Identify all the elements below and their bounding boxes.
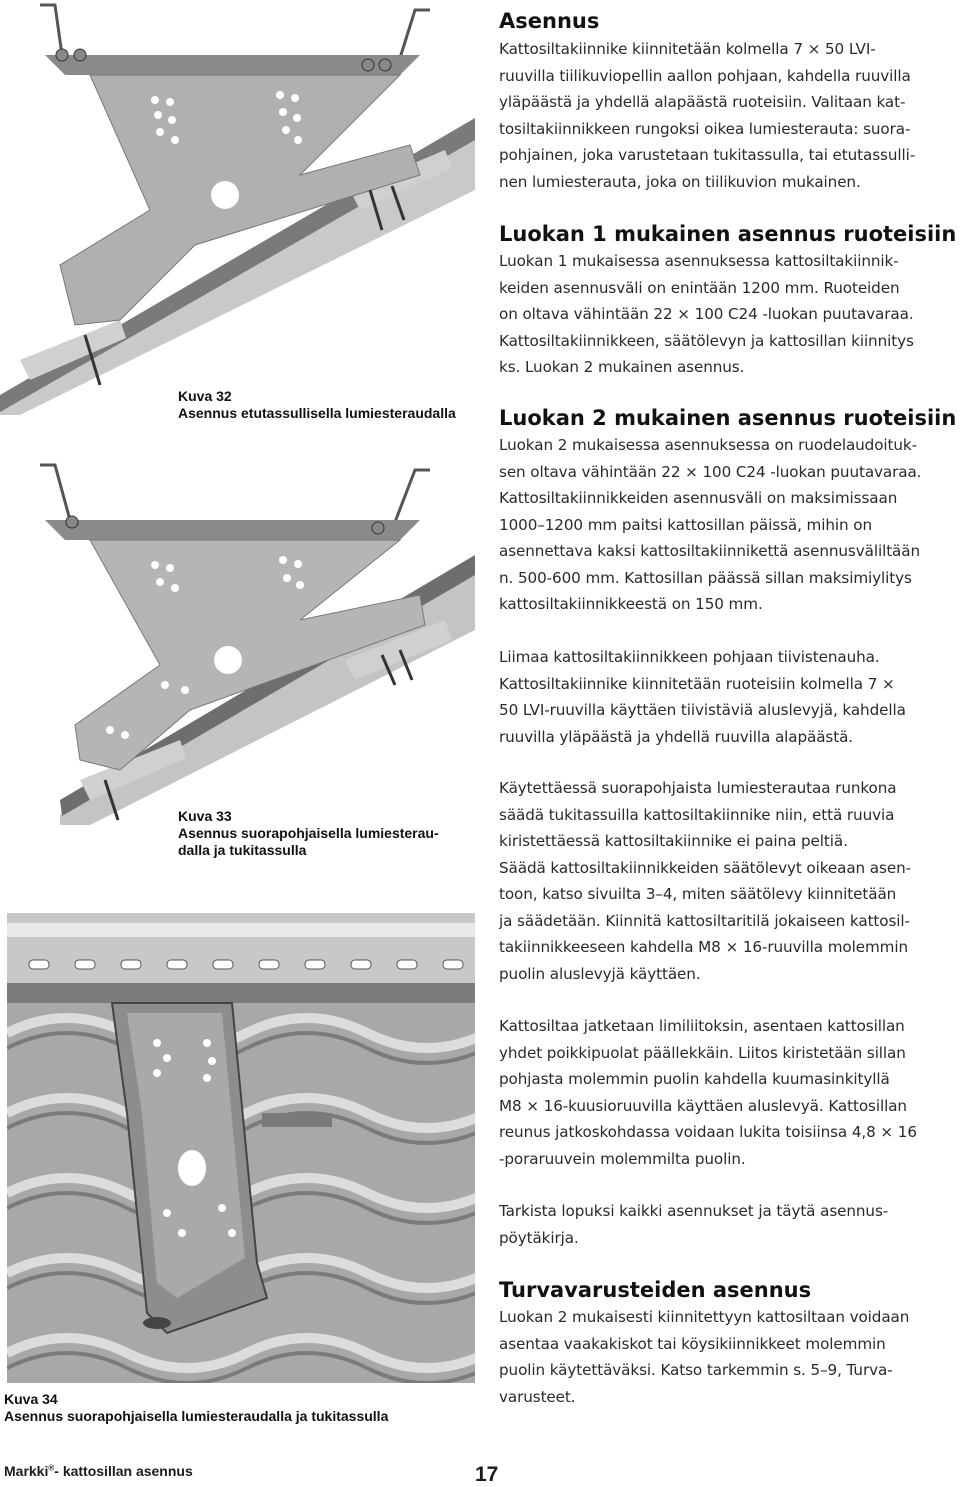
text-line: 1000–1200 mm paitsi kattosillan päissä, mihin on bbox=[499, 515, 872, 534]
text-line: n. 500-600 mm. Kattosillan päässä sillan maksimiylitys bbox=[499, 568, 912, 587]
paragraph-asennus bbox=[499, 36, 915, 195]
text-line: Kattosiltakiinnike kiinnitetään kolmella 7 × 50 LVI- bbox=[499, 40, 876, 58]
figure-33-illustration bbox=[0, 460, 475, 825]
text-line: Luokan 1 mukaisessa asennuksessa kattosiltakiinnik- bbox=[499, 252, 899, 270]
text-line: reunus jatkoskohdassa voidaan lukita toisiinsa 4,8 × 16 bbox=[499, 1123, 917, 1141]
text-line: ruuvilla yläpäästä ja yhdellä ruuvilla alapäästä. bbox=[499, 727, 854, 746]
text-line: pohjasta molemmin puolin kahdella kuumasinkityllä bbox=[499, 1070, 890, 1088]
figure-32-caption bbox=[178, 388, 456, 422]
text-line: yläpäästä ja yhdellä alapäästä ruoteisiin. Valitaan kat- bbox=[499, 93, 906, 111]
text-line: -poraruuvein molemmilta puolin. bbox=[499, 1149, 746, 1168]
text-line: toon, katso sivuilta 3–4, miten säätölevy kiinnitetään bbox=[499, 885, 897, 903]
heading-luokka-2: Luokan 2 mukainen asennus ruoteisiin bbox=[499, 406, 957, 430]
text-line: Tarkista lopuksi kaikki asennukset ja täytä asennus- bbox=[499, 1202, 889, 1220]
figure-33-title-line-2: dalla ja tukitassulla bbox=[178, 842, 307, 858]
footer-title bbox=[4, 1463, 193, 1479]
figure-32-illustration bbox=[0, 0, 475, 415]
text-line: säädä tukitassuilla kattosiltakiinnike niin, että ruuvia bbox=[499, 805, 895, 824]
text-line: Liimaa kattosiltakiinnikkeen pohjaan tiivistenauha. bbox=[499, 648, 880, 666]
text-line: takiinnikkeeseen kahdella M8 × 16-ruuvilla molemmin bbox=[499, 938, 908, 956]
text-line: 50 LVI-ruuvilla käyttäen tiivistäviä aluslevyjä, kahdella bbox=[499, 701, 906, 719]
figure-34-illustration bbox=[7, 913, 475, 1383]
text-line: M8 × 16-kuusioruuvilla käyttäen aluslevyä. Kattosillan bbox=[499, 1096, 907, 1115]
paragraph-liimaa bbox=[499, 644, 906, 750]
text-line: on oltava vähintään 22 × 100 C24 -luokan puutavaraa. bbox=[499, 305, 914, 323]
paragraph-jatketaan bbox=[499, 1013, 917, 1172]
paragraph-luokka-1 bbox=[499, 248, 914, 381]
paragraph-turvavarusteet bbox=[499, 1304, 909, 1410]
text-line: kiristettäessä kattosiltakiinnike ei paina peltiä. bbox=[499, 832, 848, 850]
text-line: Luokan 2 mukaisessa asennuksessa on ruodelaudoituk- bbox=[499, 436, 917, 454]
text-line: pöytäkirja. bbox=[499, 1228, 579, 1247]
text-line: asentaa vaakakiskot tai köysikiinnikkeet molemmin bbox=[499, 1334, 886, 1353]
text-line: sen oltava vähintään 22 × 100 C24 -luokan puutavaraa. bbox=[499, 462, 922, 481]
text-line: puolin käytettäväksi. Katso tarkemmin s. 5–9, Turva- bbox=[499, 1361, 893, 1379]
text-line: ks. Luokan 2 mukainen asennus. bbox=[499, 358, 745, 376]
text-line: Käytettäessä suorapohjaista lumiesterautaa runkona bbox=[499, 779, 897, 797]
figure-34-number: Kuva 34 bbox=[4, 1391, 58, 1407]
text-line: tosiltakiinnikkeen rungoksi oikea lumiesterauta: suora- bbox=[499, 119, 911, 138]
text-line: Kattosiltaa jatketaan limiliitoksin, asentaen kattosillan bbox=[499, 1017, 905, 1035]
text-line: Säädä kattosiltakiinnikkeiden säätölevyt oikeaan asen- bbox=[499, 858, 911, 877]
text-line: kattosiltakiinnikkeestä on 150 mm. bbox=[499, 595, 763, 613]
text-line: keiden asennusväli on enintään 1200 mm. Ruoteiden bbox=[499, 278, 900, 297]
registered-mark: ® bbox=[48, 1463, 55, 1473]
heading-asennus: Asennus bbox=[499, 9, 600, 33]
figure-33-number: Kuva 33 bbox=[178, 808, 232, 824]
heading-turvavarusteet: Turvavarusteiden asennus bbox=[499, 1278, 812, 1302]
page-number: 17 bbox=[475, 1463, 499, 1486]
paragraph-kaytettaessa bbox=[499, 775, 911, 987]
heading-luokka-1: Luokan 1 mukainen asennus ruoteisiin bbox=[499, 222, 957, 246]
text-line: Kattosiltakiinnike kiinnitetään ruoteisiin kolmella 7 × bbox=[499, 674, 895, 693]
figure-33-title-line-1: Asennus suorapohjaisella lumiesterau- bbox=[178, 825, 439, 841]
text-line: ja säädetään. Kiinnitä kattosiltaritilä jokaiseen kattosil- bbox=[499, 911, 910, 930]
text-line: puolin aluslevyjä käyttäen. bbox=[499, 964, 701, 983]
text-line: varusteet. bbox=[499, 1387, 576, 1406]
figure-32-number: Kuva 32 bbox=[178, 388, 232, 404]
text-line: ruuvilla tiilikuviopellin aallon pohjaan, kahdella ruuvilla bbox=[499, 66, 911, 85]
paragraph-tarkista bbox=[499, 1198, 888, 1251]
figure-32-title: Asennus etutassullisella lumiesteraudalla bbox=[178, 405, 456, 421]
text-line: asennettava kaksi kattosiltakiinnikettä asennusväliltään bbox=[499, 542, 920, 560]
figure-33-caption bbox=[178, 808, 439, 859]
figure-34-title: Asennus suorapohjaisella lumiesteraudalla ja tukitassulla bbox=[4, 1408, 389, 1424]
footer-brand: Markki bbox=[4, 1463, 49, 1479]
text-line: Kattosiltakiinnikkeen, säätölevyn ja kattosillan kiinnitys bbox=[499, 331, 914, 350]
paragraph-luokka-2 bbox=[499, 432, 921, 618]
figure-34-caption bbox=[4, 1391, 388, 1425]
text-line: Kattosiltakiinnikkeiden asennusväli on maksimissaan bbox=[499, 489, 898, 507]
text-line: nen lumiesterauta, joka on tiilikuvion mukainen. bbox=[499, 172, 861, 191]
footer-text: - kattosillan asennus bbox=[54, 1463, 193, 1479]
text-line: Luokan 2 mukaisesti kiinnitettyyn kattosiltaan voidaan bbox=[499, 1308, 910, 1326]
text-line: pohjainen, joka varustetaan tukitassulla, tai etutassulli- bbox=[499, 146, 916, 164]
text-line: yhdet poikkipuolat päällekkäin. Liitos kiristetään sillan bbox=[499, 1043, 906, 1062]
